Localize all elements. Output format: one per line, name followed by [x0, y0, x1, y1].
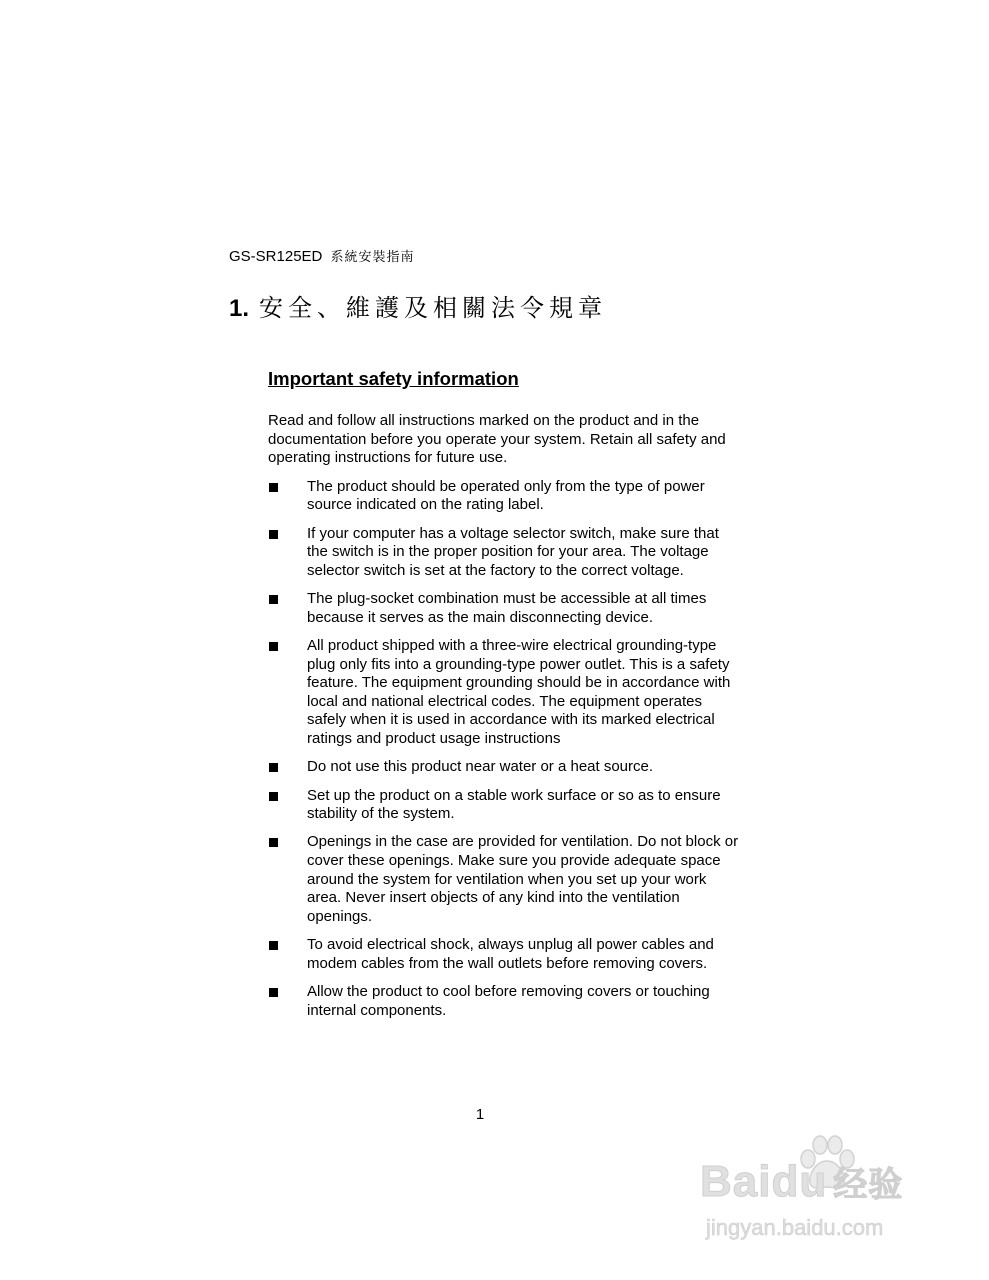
square-bullet-icon	[269, 483, 278, 492]
list-item	[268, 590, 740, 627]
header-model: GS-SR125ED	[229, 248, 323, 265]
square-bullet-icon	[269, 988, 278, 997]
list-item-text: The product should be operated only from the type of power source indicated on the rating label.	[307, 477, 705, 514]
list-item-text: If your computer has a voltage selector switch, make sure that the switch is in the proper position for your area. The voltage selector switch is set at the factory to the correct voltage.	[307, 524, 719, 579]
watermark-url: jingyan.baidu.com	[706, 1215, 884, 1240]
square-bullet-icon	[269, 941, 278, 950]
watermark	[700, 1135, 950, 1255]
list-item-text: Do not use this product near water or a heat source.	[307, 758, 654, 776]
main-content	[268, 366, 740, 1030]
watermark-brand-latin: Baidu	[700, 1157, 828, 1206]
square-bullet-icon	[269, 763, 278, 772]
running-header	[229, 246, 415, 265]
list-item	[268, 787, 740, 824]
list-item-text: To avoid electrical shock, always unplug all power cables and modem cables from the wall outlets before removing covers.	[307, 936, 714, 972]
watermark-brand-zh: 经验	[833, 1166, 904, 1204]
watermark-brand	[700, 1157, 903, 1207]
square-bullet-icon	[269, 595, 278, 604]
list-item	[268, 637, 740, 749]
square-bullet-icon	[269, 642, 278, 651]
square-bullet-icon	[269, 530, 278, 539]
intro-paragraph: Read and follow all instructions marked on the product and in the documentation before you operate your system. Retain all safety and operating instructions for future use.	[268, 412, 726, 467]
safety-list	[268, 478, 740, 1020]
list-item-text: Set up the product on a stable work surface or so as to ensure stability of the system.	[307, 786, 721, 823]
header-guide-title: 系統安裝指南	[330, 250, 415, 265]
list-item	[268, 525, 740, 581]
list-item	[268, 833, 740, 926]
list-item	[268, 983, 740, 1020]
list-item-text: All product shipped with a three-wire electrical grounding-type plug only fits into a grounding-type power outlet. This is a safety feature. The equipment grounding should be in accordance with local and national electrical codes. The equipment operates safely when it is used in accordance with its marked electrical ratings and product usage instructions	[307, 637, 731, 747]
chapter-title-text: 安全、維護及相關法令規章	[259, 294, 608, 322]
list-item-text: Allow the product to cool before removing covers or touching internal components.	[307, 982, 710, 1019]
square-bullet-icon	[269, 838, 278, 847]
page-number: 1	[475, 1106, 485, 1123]
list-item-text: The plug-socket combination must be accessible at all times because it serves as the main disconnecting device.	[307, 590, 707, 626]
list-item	[268, 758, 740, 777]
square-bullet-icon	[269, 792, 278, 801]
list-item	[268, 936, 740, 973]
section-heading: Important safety information	[268, 368, 519, 389]
chapter-number: 1.	[229, 295, 250, 322]
list-item	[268, 478, 740, 515]
chapter-title	[229, 288, 607, 323]
list-item-text: Openings in the case are provided for ventilation. Do not block or cover these openings. Make sure you provide adequate space around the system for ventilation when you set up your work area. Never insert objects of any kind into the ventilation openings.	[307, 833, 739, 925]
